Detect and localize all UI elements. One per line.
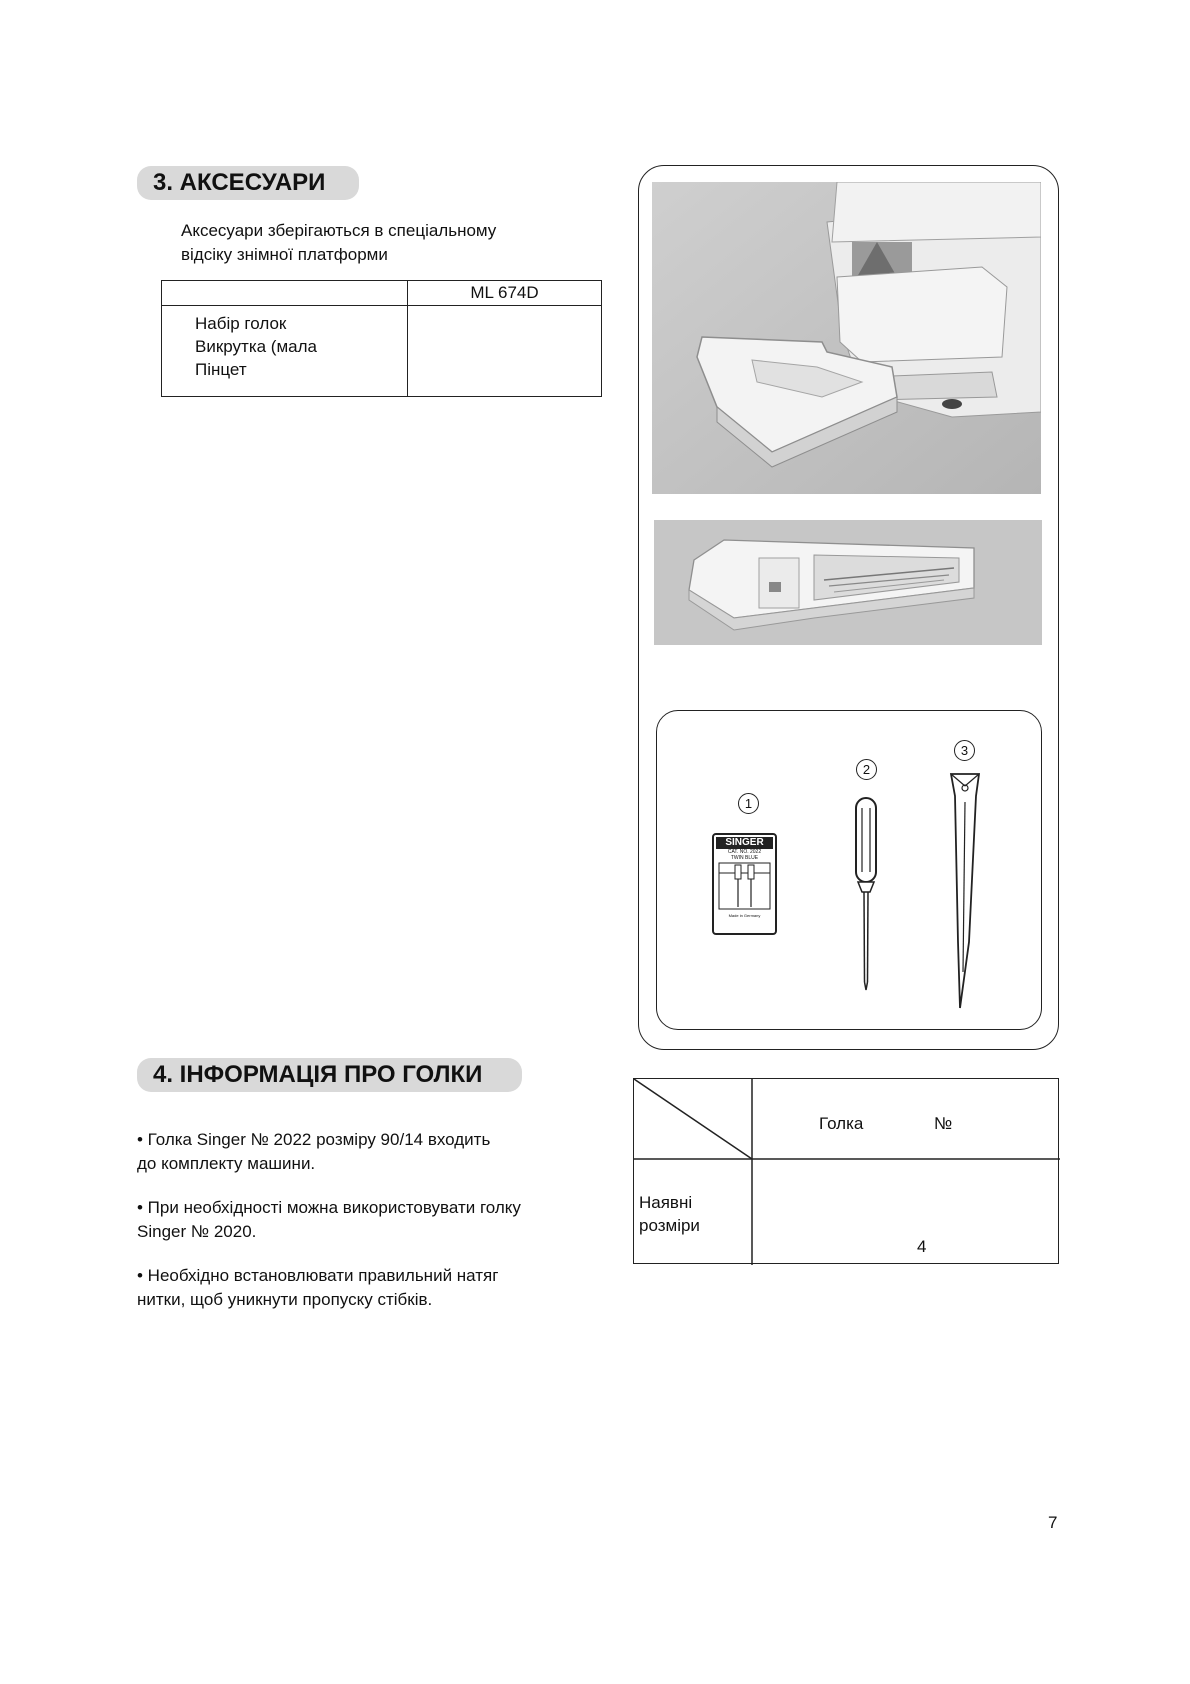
compartment-photo (654, 520, 1042, 645)
needle-table-grid (634, 1079, 1060, 1265)
needle-pack-brand: SINGER (716, 837, 773, 849)
needle-table-header-needle: Голка (819, 1114, 864, 1133)
needle-pack-needles (714, 861, 775, 913)
needle-info-text (137, 1128, 607, 1312)
accessories-table-model-header: ML 674D (408, 281, 602, 306)
needle-table-row-label (639, 1191, 700, 1237)
needle-table-row-label-line-2: розміри (639, 1216, 700, 1235)
needle-info-bullet-3 (137, 1264, 607, 1312)
needle-pack-origin: Made in Germany (728, 913, 761, 918)
accessories-table-model-cell (408, 306, 602, 397)
accessories-intro-line-2: відсіку знімної платформи (181, 245, 388, 264)
accessory-item: Набір голок (195, 314, 287, 333)
needle-pack (712, 833, 777, 935)
machine-photo (652, 182, 1041, 494)
screwdriver-icon (848, 796, 884, 992)
accessories-intro-line-1: Аксесуари зберігаються в спеціальному (181, 221, 497, 240)
tweezers-icon (945, 772, 985, 1012)
needle-pack-color: TWIN BLUE (730, 855, 759, 861)
callout-number: 2 (856, 759, 877, 780)
needle-info-bullet-2-line-1: • При необхідності можна використовувати голку (137, 1198, 521, 1217)
accessory-item: Викрутка (мала (195, 337, 317, 356)
callout-number: 3 (954, 740, 975, 761)
accessories-intro (181, 219, 601, 267)
page-number: 7 (1048, 1513, 1058, 1532)
section-4-title: 4. ІНФОРМАЦІЯ ПРО ГОЛКИ (137, 1058, 522, 1092)
accessories-table-header-empty (162, 281, 408, 306)
needle-info-bullet-1-line-2: до комплекту машини. (137, 1154, 316, 1173)
accessories-table (161, 280, 602, 397)
machine-photo-illustration (652, 182, 1041, 494)
needle-info-bullet-3-line-1: • Необхідно встановлювати правильний натяг (137, 1266, 499, 1285)
section-3-title: 3. АКСЕСУАРИ (137, 166, 359, 200)
callout-number: 1 (738, 793, 759, 814)
accessories-table-body-row (162, 306, 602, 397)
accessories-table-header-row (162, 281, 602, 306)
needle-table-row-label-line-1: Наявні (639, 1193, 693, 1212)
compartment-photo-illustration (654, 520, 1042, 645)
needle-info-bullet-3-line-2: нитки, щоб уникнути пропуску стібків. (137, 1290, 433, 1309)
accessories-table-items (162, 306, 408, 397)
needle-info-bullet-2-line-2: Singer № 2020. (137, 1222, 257, 1241)
needle-table-header-number: № (934, 1114, 953, 1133)
needle-info-bullet-2 (137, 1196, 607, 1244)
needle-table-row-value: 4 (917, 1237, 927, 1256)
needle-pack-code: CAT. NO. 2022 (727, 849, 762, 855)
needle-info-bullet-1-line-1: • Голка Singer № 2022 розміру 90/14 входить (137, 1130, 491, 1149)
accessory-item: Пінцет (195, 360, 247, 379)
needle-info-bullet-1 (137, 1128, 607, 1176)
needle-table (633, 1078, 1059, 1264)
